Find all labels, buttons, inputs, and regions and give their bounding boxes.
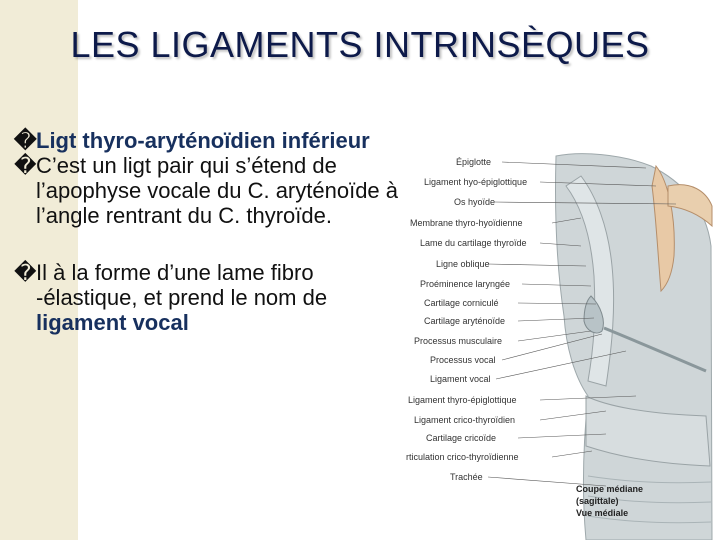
label-ligament-crico-thyroidien: Ligament crico-thyroïdien	[414, 415, 516, 425]
bullet-item-1	[14, 128, 404, 153]
bullet-text-1: Ligt thyro-aryténoïdien inférieur	[36, 128, 370, 153]
label-processus-vocal: Processus vocal	[430, 355, 496, 365]
bullet-item-3	[14, 260, 404, 335]
label-os-hyoide: Os hyoïde	[454, 197, 496, 207]
label-epiglotte: Épiglotte	[456, 157, 492, 167]
label-articulation-crico-thyroidienne: rticulation crico-thyroïdienne	[406, 452, 519, 462]
label-trachee: Trachée	[450, 472, 483, 482]
slide-title: LES LIGAMENTS INTRINSÈQUES	[70, 24, 650, 65]
label-ligament-thyro-epiglottique: Ligament thyro-épiglottique	[408, 395, 517, 405]
label-ligne-oblique: Ligne oblique	[436, 259, 490, 269]
label-cartilage-cornicule: Cartilage corniculé	[424, 298, 499, 308]
bullet-list	[14, 128, 404, 335]
bullet-text-2: C’est un ligt pair qui s’étend de l’apophyse vocale du C. aryténoïde à l’angle rentrant du C. thyroïde.	[36, 153, 399, 228]
caption-line-1: Coupe médiane	[576, 484, 644, 494]
bullet-marker: �	[14, 260, 37, 285]
bullet-item-2	[14, 153, 404, 228]
caption-line-2: (sagittale)	[576, 496, 619, 506]
label-lame-cartilage-thyroide: Lame du cartilage thyroïde	[420, 238, 527, 248]
caption-line-3: Vue médiale	[576, 508, 629, 518]
label-proeminence-laryngee: Proéminence laryngée	[420, 279, 511, 289]
larynx-illustration	[406, 146, 720, 540]
label-ligament-hyo-epiglottique: Ligament hyo-épiglottique	[424, 177, 528, 187]
ligament-vocal-highlight: ligament vocal	[36, 310, 189, 335]
bullet-marker: �	[14, 128, 37, 153]
label-ligament-vocal: Ligament vocal	[430, 374, 491, 384]
bullet-text-3: Il à la forme d’une lame fibro -élastique, et prend le nom de	[36, 260, 328, 310]
label-cartilage-cricoide: Cartilage cricoïde	[426, 433, 497, 443]
bullet-marker: �	[14, 153, 37, 178]
label-processus-musculaire: Processus musculaire	[414, 336, 503, 346]
label-cartilage-arytenoide: Cartilage aryténoïde	[424, 316, 506, 326]
label-membrane-thyro-hyoidienne: Membrane thyro-hyoïdienne	[410, 218, 523, 228]
